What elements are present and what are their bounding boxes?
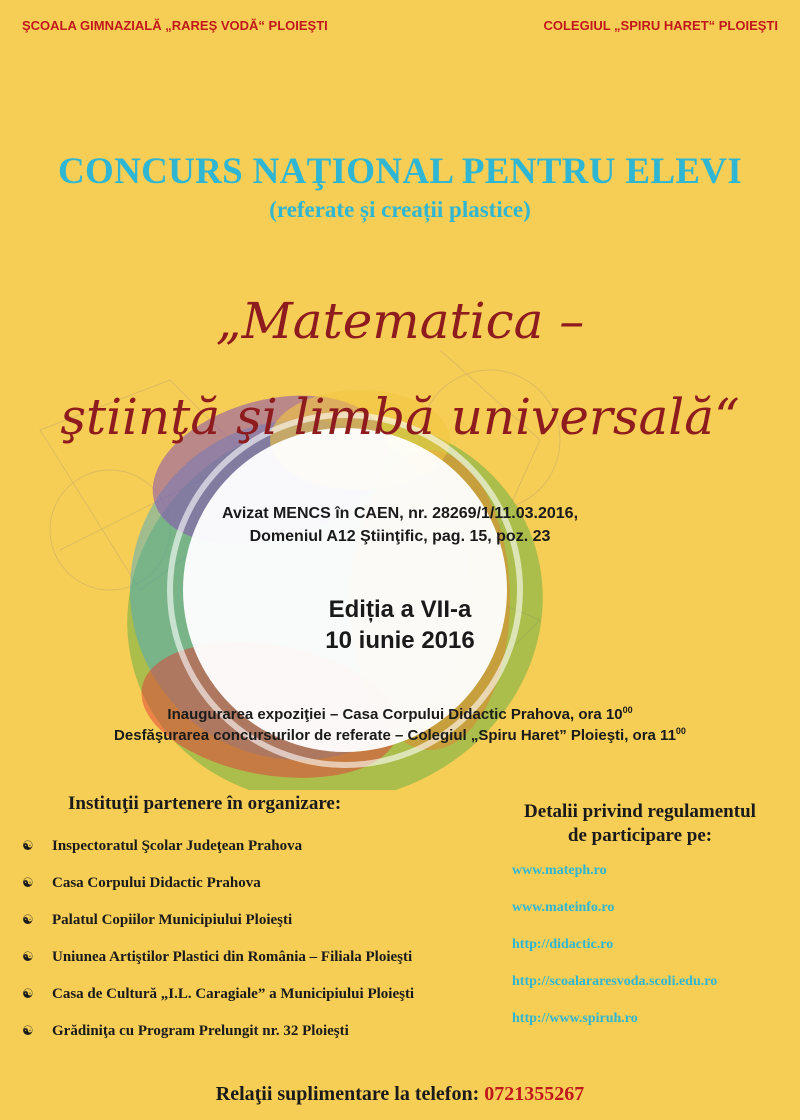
yin-yang-icon: ☯ (22, 1024, 34, 1039)
yin-yang-icon: ☯ (22, 876, 34, 891)
link-scoala-rares-voda[interactable]: http://scoalararesvoda.scoli.edu.ro (512, 974, 718, 989)
schedule-text: Inaugurarea expoziţiei – Casa Corpului Didactic Prahova, ora 10 (167, 706, 623, 723)
theme-line-2: ştiinţă şi limbă universală“ (60, 388, 740, 446)
schedule-time-superscript: 00 (622, 705, 633, 715)
header-right-school: COLEGIUL „SPIRU HARET“ PLOIEŞTI (543, 18, 778, 33)
link-mateinfo[interactable]: www.mateinfo.ro (512, 900, 615, 915)
approval-line-2: Domeniul A12 Ştiinţific, pag. 15, poz. 23 (249, 528, 551, 545)
details-heading (490, 800, 790, 848)
schedule-time-superscript: 00 (675, 726, 686, 736)
details-heading-line-1: Detalii privind regulamentul (524, 801, 756, 822)
contact-line (0, 1083, 800, 1106)
partner-name: Inspectoratul Şcolar Judeţean Prahova (52, 838, 303, 854)
yin-yang-icon: ☯ (22, 950, 34, 965)
schedule-item (0, 705, 800, 723)
yin-yang-icon: ☯ (22, 913, 34, 928)
approval-line-1: Avizat MENCS în CAEN, nr. 28269/1/11.03.2016, (221, 505, 579, 522)
partner-item (22, 949, 414, 986)
link-mateph[interactable]: www.mateph.ro (512, 863, 607, 878)
schedule-text: Desfăşurarea concursurilor de referate – Colegiul „Spiru Haret” Ploieşti, ora 11 (114, 727, 676, 744)
link-didactic[interactable]: http://didactic.ro (512, 937, 614, 952)
contest-title: CONCURS NAŢIONAL PENTRU ELEVI (57, 151, 743, 192)
partner-item (22, 1023, 414, 1060)
partner-item (22, 875, 414, 912)
details-heading-line-2: de participare pe: (567, 825, 713, 846)
edition: Ediția a VII-a (328, 596, 472, 623)
partner-name: Casa de Cultură „I.L. Caragiale” a Municipiului Ploieşti (52, 986, 415, 1002)
contest-subtitle: (referate și creații plastice) (269, 197, 531, 222)
partner-name: Grădiniţa cu Program Prelungit nr. 32 Ploieşti (52, 1023, 349, 1039)
header-left-school: ŞCOALA GIMNAZIALĂ „RAREŞ VODĂ“ PLOIEŞTI (22, 18, 328, 33)
theme-line-1: „Matematica – (215, 292, 585, 350)
links-list (512, 863, 717, 1048)
partner-item (22, 838, 414, 875)
partners-list (22, 838, 414, 1060)
partner-name: Casa Corpului Didactic Prahova (52, 875, 261, 891)
link-spiruh[interactable]: http://www.spiruh.ro (512, 1011, 638, 1026)
partner-name: Uniunea Artiştilor Plastici din România – Filiala Ploieşti (52, 949, 413, 965)
contact-label: Relaţii suplimentare la telefon: (215, 1083, 480, 1105)
event-date: 10 iunie 2016 (325, 627, 475, 654)
partner-item (22, 912, 414, 949)
schedule-item (0, 726, 800, 744)
yin-yang-icon: ☯ (22, 839, 34, 854)
partner-name: Palatul Copiilor Municipiului Ploieşti (52, 912, 293, 928)
yin-yang-icon: ☯ (22, 987, 34, 1002)
partners-heading: Instituţii partenere în organizare: (68, 793, 342, 814)
partner-item (22, 986, 414, 1023)
phone-number[interactable]: 0721355267 (484, 1083, 585, 1105)
